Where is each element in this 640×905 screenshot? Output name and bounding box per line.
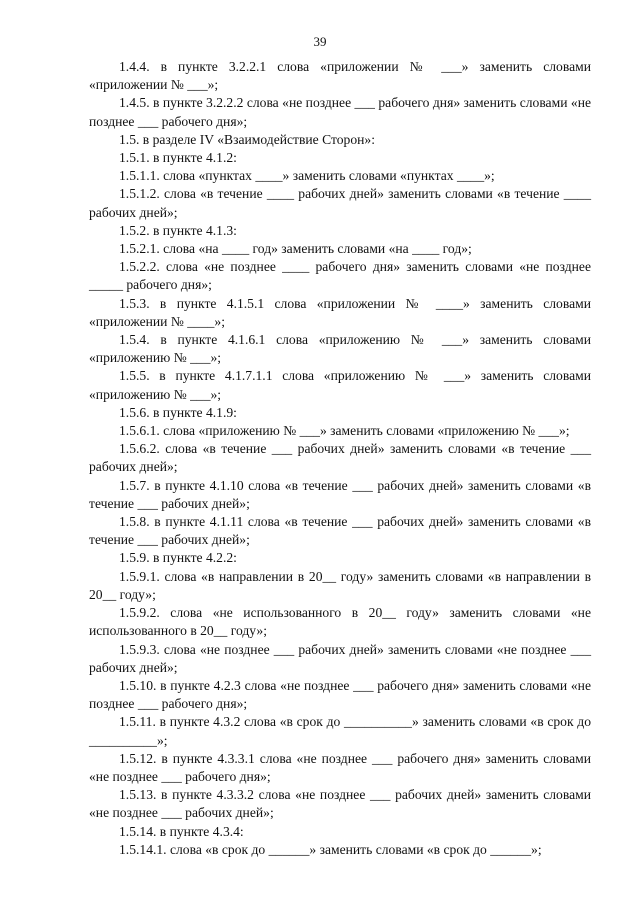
- paragraph-1-5-6: 1.5.6. в пункте 4.1.9:: [119, 404, 237, 420]
- paragraph-1-5-2-1: 1.5.2.1. слова «на ____ год» заменить словами «на ____ год»;: [119, 241, 472, 257]
- paragraph-1-5-7: 1.5.7. в пункте 4.1.10 слова «в течение ___ рабочих дней» заменить словами «в течение ___ рабочих дней»;: [89, 477, 591, 511]
- paragraph-1-5-14: 1.5.14. в пункте 4.3.4:: [119, 823, 244, 839]
- paragraph-1-5-8: 1.5.8. в пункте 4.1.11 слова «в течение ___ рабочих дней» заменить словами «в течение ___ рабочих дней»;: [89, 514, 591, 548]
- paragraph-1-5-2-2: 1.5.2.2. слова «не позднее ____ рабочего дня» заменить словами «не позднее _____ рабочего дня»;: [89, 259, 591, 293]
- paragraph-1-4-4: 1.4.4. в пункте 3.2.2.1 слова «приложении № ___» заменить словами «приложении № ___»;: [89, 59, 591, 93]
- paragraph-1-5-2: 1.5.2. в пункте 4.1.3:: [119, 222, 237, 238]
- paragraph-1-5-6-2: 1.5.6.2. слова «в течение ___ рабочих дней» заменить словами «в течение ___ рабочих дней»;: [89, 441, 591, 475]
- paragraph-1-5-10: 1.5.10. в пункте 4.2.3 слова «не позднее ___ рабочего дня» заменить словами «не позднее ___ рабочего дня»;: [89, 677, 591, 712]
- document-body: [89, 58, 591, 859]
- paragraph-1-5-4: 1.5.4. в пункте 4.1.6.1 слова «приложению № ___» заменить словами «приложению № ___»;: [89, 332, 591, 366]
- paragraph-1-5-9: 1.5.9. в пункте 4.2.2:: [119, 550, 237, 566]
- paragraph-1-4-5: 1.4.5. в пункте 3.2.2.2 слова «не позднее ___ рабочего дня» заменить словами «не позднее ___ рабочего дня»;: [89, 95, 591, 129]
- paragraph-1-5-5: 1.5.5. в пункте 4.1.7.1.1 слова «приложению № ___» заменить словами «приложению № ___»;: [89, 368, 591, 402]
- page-number: 39: [313, 34, 327, 49]
- paragraph-1-5-1-2: 1.5.1.2. слова «в течение ____ рабочих дней» заменить словами «в течение ____ рабочих дней»;: [89, 186, 591, 220]
- paragraph-1-5-1-1: 1.5.1.1. слова «пунктах ____» заменить словами «пунктах ____»;: [119, 168, 495, 184]
- paragraph-1-5-9-3: 1.5.9.3. слова «не позднее ___ рабочих дней» заменить словами «не позднее ___ рабочих дней»;: [89, 641, 591, 675]
- paragraph-1-5-6-1: 1.5.6.1. слова «приложению № ___» заменить словами «приложению № ___»;: [119, 423, 570, 439]
- paragraph-1-5-9-2: 1.5.9.2. слова «не использованного в 20__ году» заменить словами «не использованного в 20__ году»;: [89, 605, 591, 639]
- paragraph-1-5-13: 1.5.13. в пункте 4.3.3.2 слова «не позднее ___ рабочих дней» заменить словами «не позднее ___ рабочих дней»;: [89, 787, 591, 821]
- paragraph-1-5-3: 1.5.3. в пункте 4.1.5.1 слова «приложении № ____» заменить словами «приложении № ____»;: [89, 295, 591, 329]
- paragraph-1-5: 1.5. в разделе IV «Взаимодействие Сторон»:: [119, 131, 375, 147]
- paragraph-1-5-12: 1.5.12. в пункте 4.3.3.1 слова «не позднее ___ рабочего дня» заменить словами «не позднее ___ рабочего дня»;: [89, 750, 591, 784]
- paragraph-1-5-14-1: 1.5.14.1. слова «в срок до ______» заменить словами «в срок до ______»;: [119, 841, 542, 857]
- paragraph-1-5-9-1: 1.5.9.1. слова «в направлении в 20__ году» заменить словами «в направлении в 20__ году»;: [89, 568, 591, 602]
- paragraph-1-5-1: 1.5.1. в пункте 4.1.2:: [119, 150, 237, 166]
- paragraph-1-5-11: 1.5.11. в пункте 4.3.2 слова «в срок до __________» заменить словами «в срок до __________»;: [89, 714, 591, 748]
